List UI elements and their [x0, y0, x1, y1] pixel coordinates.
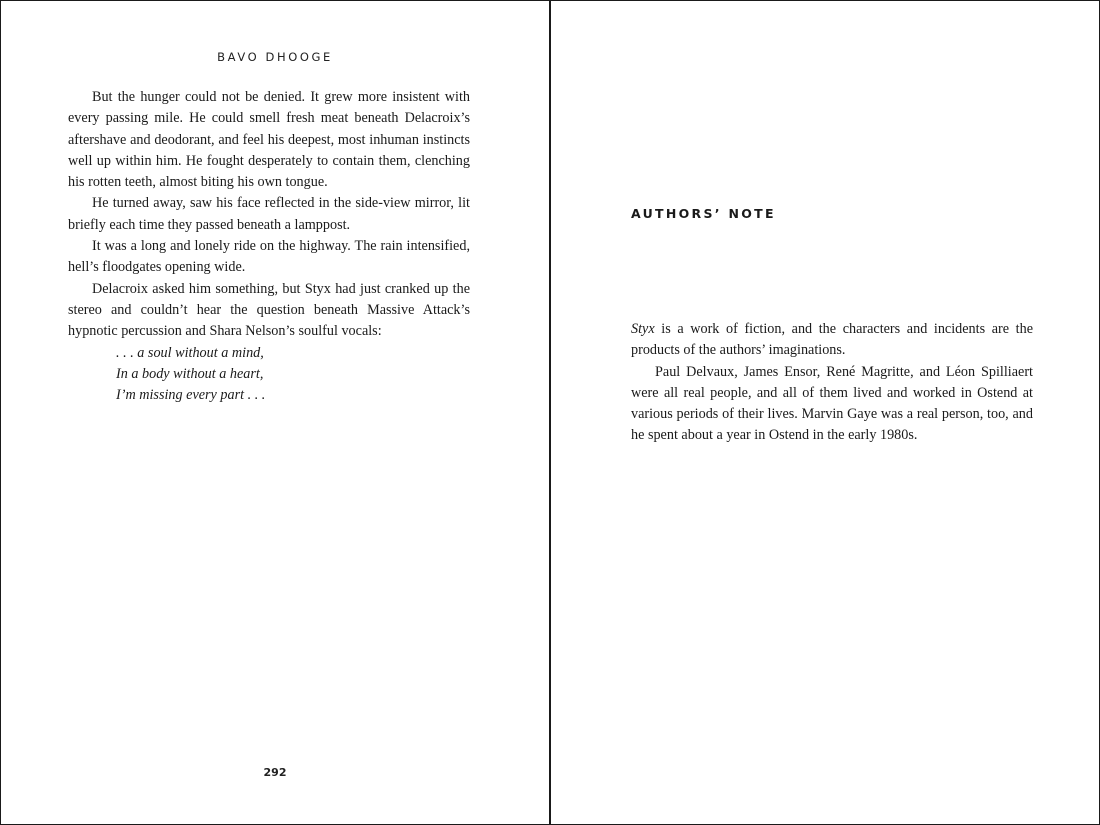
body-text — [68, 87, 470, 406]
paragraph — [631, 319, 1033, 362]
section-heading: AUTHORS’ NOTE — [631, 206, 776, 221]
running-head: BAVO DHOOGE — [217, 50, 333, 64]
paragraph: Paul Delvaux, James Ensor, René Magritte, and Léon Spilliaert were all real people, and all of them lived and worked in Ostend at various periods of their lives. Marvin Gaye was a real person, too, and he spent about a year in Ostend in the early 1980s. — [631, 363, 1033, 444]
book-title: Styx — [631, 321, 655, 337]
right-page — [550, 0, 1100, 825]
paragraph: He turned away, saw his face reflected in the side-view mirror, lit briefly each time they passed beneath a lamppost. — [68, 195, 470, 233]
verse-line: I’m missing every part . . . — [116, 387, 266, 404]
paragraph: But the hunger could not be denied. It grew more insistent with every passing mile. He could smell fresh meat beneath Delacroix’s aftershave and deodorant, and feel his deepest, most inhuman instincts well up within him. He fought desperately to contain them, clenching his rotten teeth, almost biting his own tongue. — [68, 89, 470, 191]
verse-line: . . . a soul without a mind, — [116, 344, 264, 361]
paragraph-text: is a work of fiction, and the characters and incidents are the products of the authors’ imaginations. — [631, 321, 1033, 359]
page-number: 292 — [263, 766, 287, 779]
verse-line: In a body without a heart, — [116, 365, 264, 382]
paragraph: Delacroix asked him something, but Styx had just cranked up the stereo and couldn’t hear the question beneath Massive Attack’s hypnotic percussion and Shara Nelson’s soulful vocals: — [68, 280, 470, 340]
paragraph: It was a long and lonely ride on the highway. The rain intensified, hell’s floodgates opening wide. — [68, 238, 470, 276]
note-text — [631, 319, 1033, 447]
